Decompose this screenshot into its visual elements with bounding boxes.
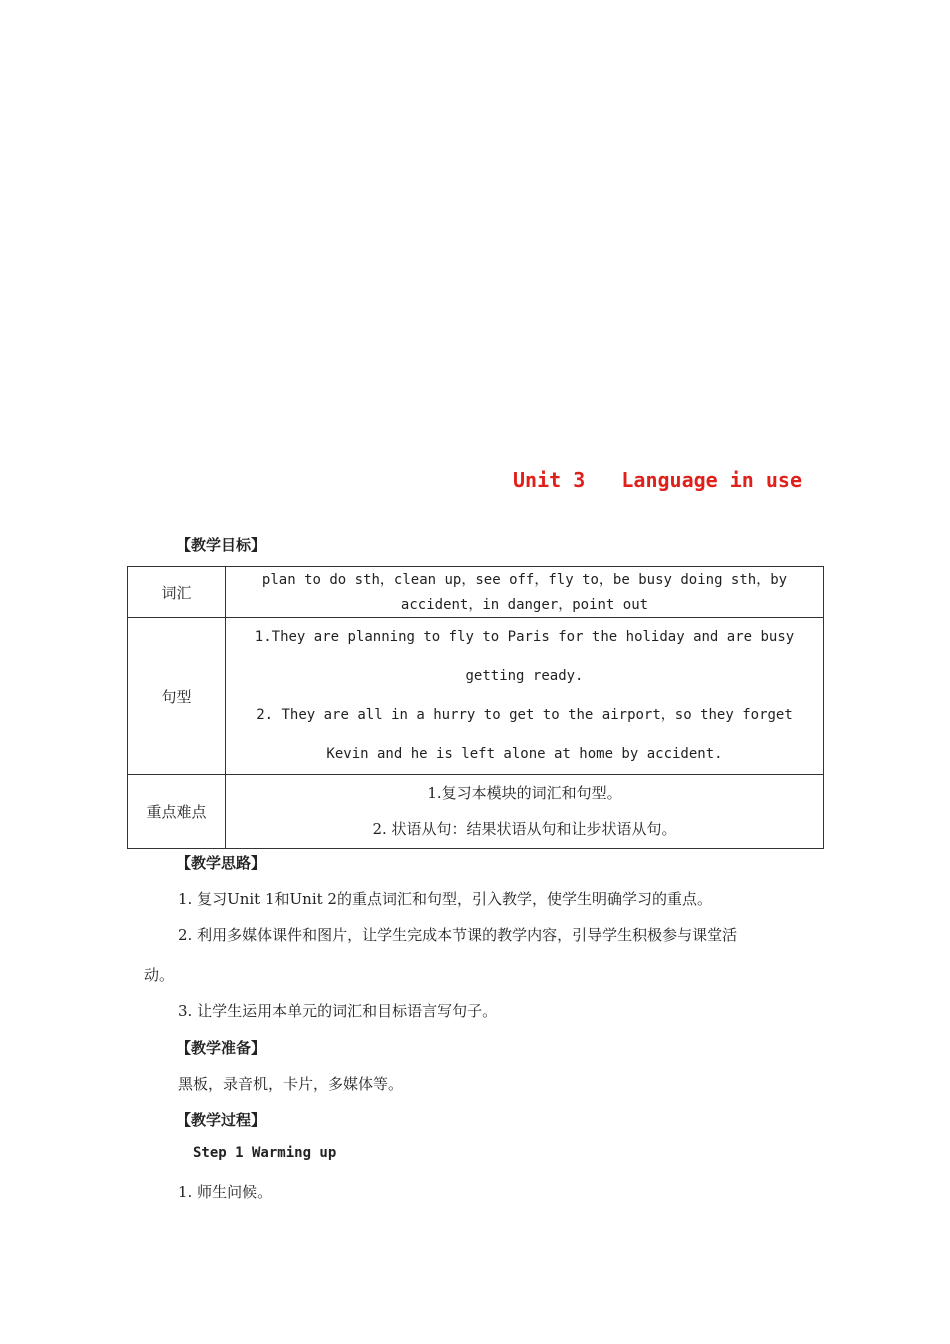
key-point-2: 2. 状语从句：结果状语从句和让步状语从句。	[372, 819, 677, 838]
table-row-patterns	[128, 618, 824, 775]
approach-item-2: 2. 利用多媒体课件和图片，让学生完成本节课的教学内容，引导学生积极参与课堂活	[178, 926, 738, 944]
section-heading-process: 【教学过程】	[176, 1111, 267, 1129]
section-heading-objectives: 【教学目标】	[176, 536, 267, 554]
pattern-label: 句型	[128, 618, 226, 775]
pattern-2-line-a: 2. They are all in a hurry to get to the airport，so they forget	[256, 707, 793, 723]
key-points-label: 重点难点	[128, 775, 226, 849]
page-title: Unit 3 Language in use	[513, 468, 802, 492]
key-point-1: 1.复习本模块的词汇和句型。	[427, 783, 622, 802]
section-heading-approach: 【教学思路】	[176, 854, 267, 872]
pattern-content	[226, 618, 824, 775]
vocab-content	[226, 567, 824, 618]
preparation-text: 黑板，录音机，卡片，多媒体等。	[178, 1075, 404, 1093]
key-points-content	[226, 775, 824, 849]
approach-item-1: 1. 复习Unit 1和Unit 2的重点词汇和句型，引入教学，使学生明确学习的重点。	[178, 890, 712, 908]
pattern-2-line-b: Kevin and he is left alone at home by accident.	[326, 746, 723, 762]
pattern-1-line-b: getting ready.	[465, 668, 584, 684]
approach-item-3: 3. 让学生运用本单元的词汇和目标语言写句子。	[178, 1002, 498, 1020]
vocab-line-1: plan to do sth，clean up，see off，fly to，be busy doing sth，by	[261, 571, 788, 588]
pattern-1-line-a: 1.They are planning to fly to Paris for the holiday and are busy	[254, 629, 795, 645]
table-row-key-points	[128, 775, 824, 849]
step-1-title: Step 1 Warming up	[193, 1145, 337, 1161]
section-heading-preparation: 【教学准备】	[176, 1039, 267, 1057]
vocab-line-2: accident，in danger，point out	[400, 596, 649, 613]
objectives-table	[127, 566, 824, 849]
step-1-item-1: 1. 师生问候。	[178, 1183, 273, 1201]
vocab-label: 词汇	[128, 567, 226, 618]
approach-item-2-continued: 动。	[144, 966, 175, 984]
table-row-vocab	[128, 567, 824, 618]
